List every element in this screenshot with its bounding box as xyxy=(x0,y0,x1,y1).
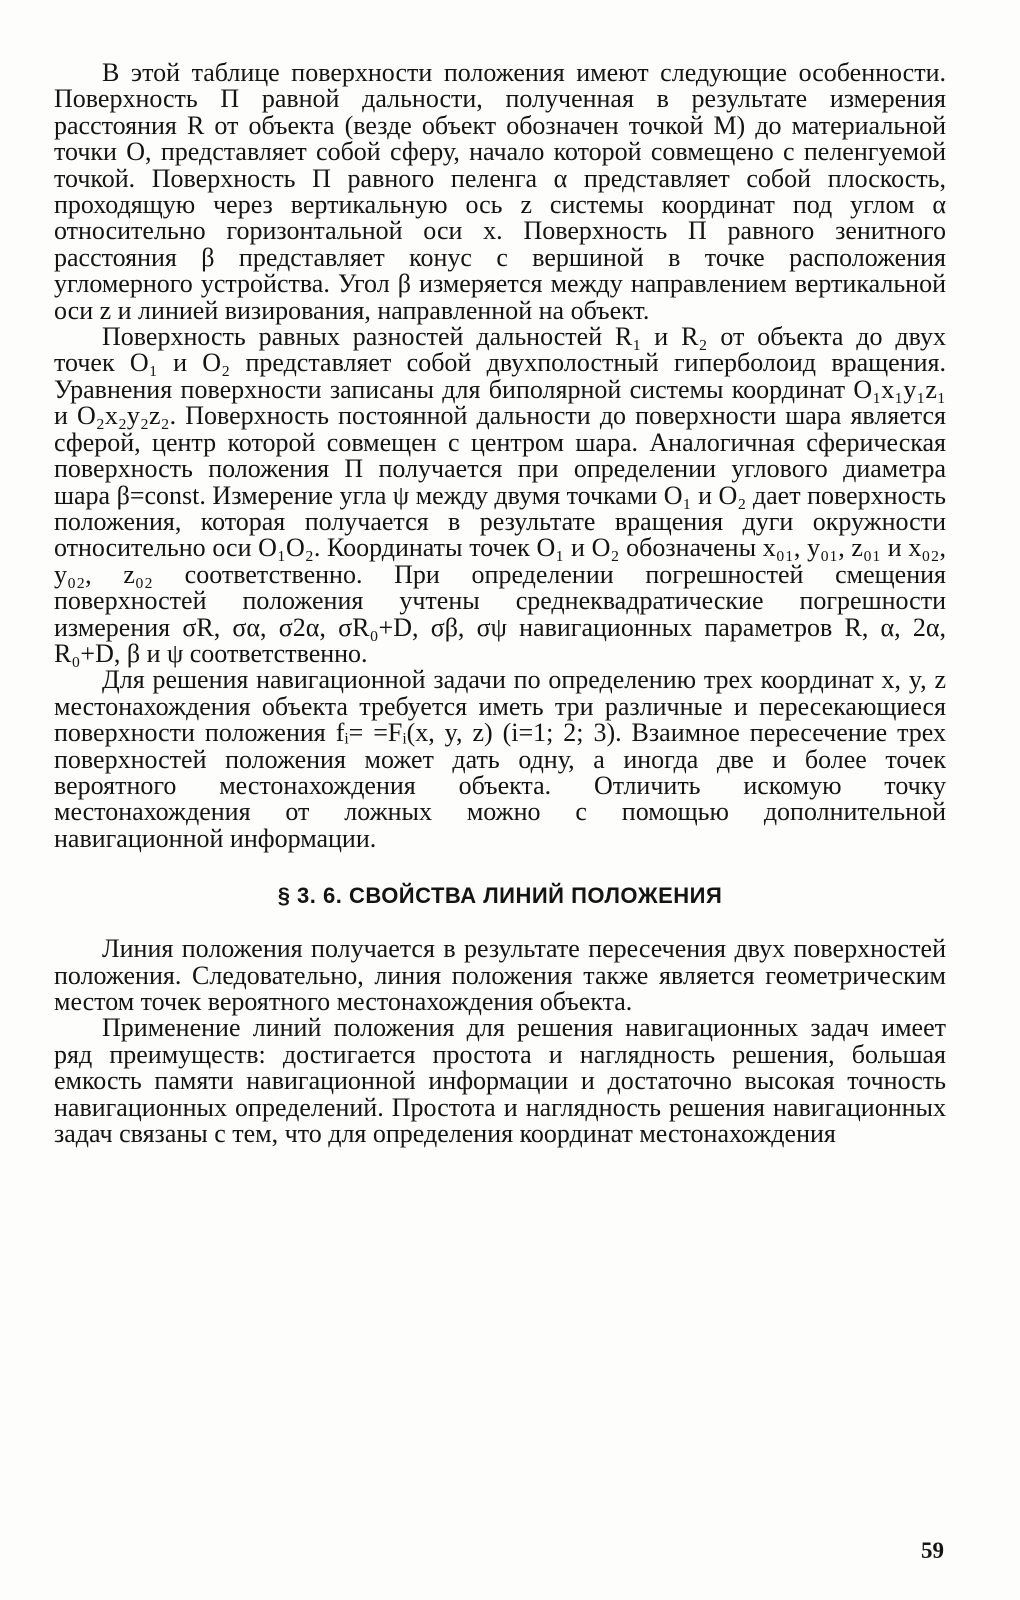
section-heading: § 3. 6. СВОЙСТВА ЛИНИЙ ПОЛОЖЕНИЯ xyxy=(277,883,723,909)
page-number: 59 xyxy=(921,1538,944,1563)
paragraph-advantages: Применение линий положения для решения навигационных задач имеет ряд преимуществ: достигается простота и наглядность решения, большая емкость памяти навигационной информации и достаточно высокая точность навигационных определений. Простота и наглядность решения навигационных задач связаны с тем, что для определения координат местонахождения xyxy=(54,1013,946,1149)
paragraph-hyperboloid: Поверхность равных разностей дальностей R₁ и R₂ от объекта до двух точек O₁ и O₂ представляет собой двухполостный гиперболоид вращения. Уравнения поверхности записаны для биполярной системы координат O₁x₁y₁z₁ и O₂x₂y₂z₂. Поверхность постоянной дальности до поверхности шара является сферой, центр которой совмещен с центром шара. Аналогичная сферическая поверхность положения П получается при определении углового диаметра шара β=const. Измерение угла ψ между двумя точками O₁ и O₂ дает поверхность положения, которая получается в результате вращения дуги окружности относительно оси O₁O₂. Координаты точек O₁ и O₂ обозначены x₀₁, y₀₁, z₀₁ и x₀₂, y₀₂, z₀₂ соответственно. При определении погрешностей смещения поверхностей положения учтены среднеквадратические погрешности измерения σR, σα, σ2α, σR₀+D, σβ, σψ навигационных параметров R, α, 2α, R₀+D, β и ψ соответственно. xyxy=(54,322,946,668)
paragraph-navigation-task: Для решения навигационной задачи по определению трех координат x, y, z местонахождения объекта требуется иметь три различные и пересекающиеся поверхности положения fᵢ= =Fᵢ(x, y, z) (i=1; 2; 3). Взаимное пересечение трех поверхностей положения может дать одну, а иногда две и более точек вероятного местонахождения объекта. Отличить искомую точку местонахождения от ложных можно с помощью дополнительной навигационной информации. xyxy=(54,665,946,853)
paragraph-position-line: Линия положения получается в результате пересечения двух поверхностей положения. Следовательно, линия положения также является геометрическим местом точек вероятного местонахождения объекта. xyxy=(54,934,946,1016)
page-content xyxy=(54,60,946,1147)
paragraph-surfaces-overview: В этой таблице поверхности положения имеют следующие особенности. Поверхность П равной дальности, полученная в результате измерения расстояния R от объекта (везде объект обозначен точкой М) до материальной точки О, представляет собой сферу, начало которой совмещено с пеленгуемой точкой. Поверхность П равного пеленга α представляет собой плоскость, проходящую через вертикальную ось z системы координат под углом α относительно горизонтальной оси x. Поверхность П равного зенитного расстояния β представляет конус с вершиной в точке расположения угломерного устройства. Угол β измеряется между направлением вертикальной оси z и линией визирования, направленной на объект. xyxy=(54,58,946,325)
